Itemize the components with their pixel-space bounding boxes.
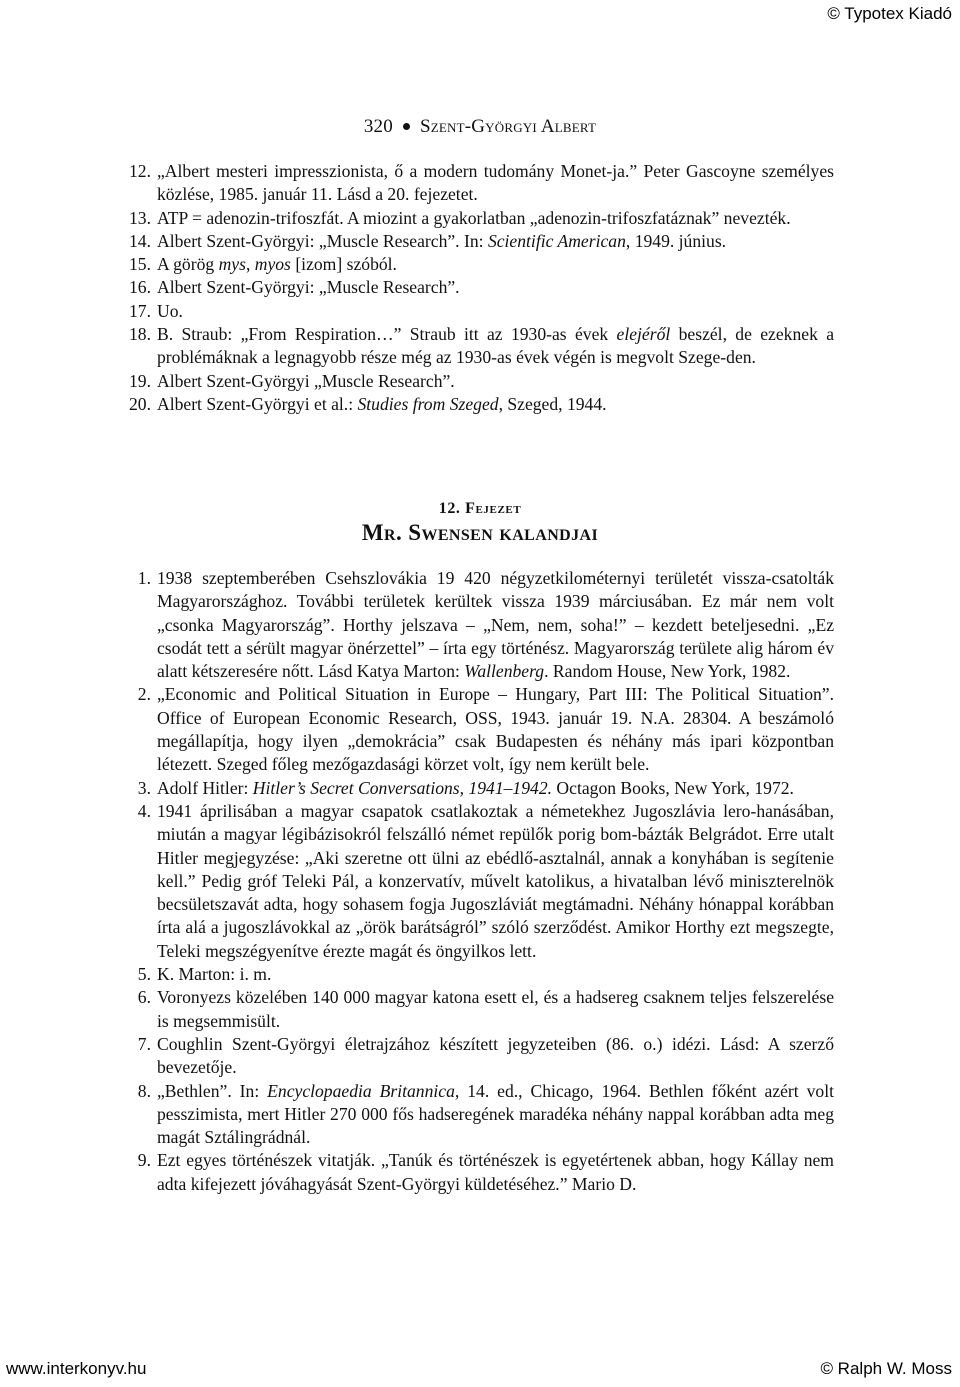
endnote: 18. B. Straub: „From Respiration…” Straub itt az 1930-as évek elejéről beszél, de ezeknek a problémáknak a legnagyobb része még az 1930-as évek végén is megvolt Szege-den. <box>0 323 960 370</box>
endnote-number: 17. <box>129 300 151 321</box>
endnotes-previous-chapter <box>0 160 960 416</box>
endnote: 2. „Economic and Political Situation in Europe – Hungary, Part III: The Political Situation”. Office of European Economic Research, OSS, 1943. január 19. N.A. 28304. A beszámoló megállapítja, hogy ilyen „demokrácia” csak Budapesten és néhány más ipari központban létezett. Szeged főleg mezőgazdasági körzet volt, így nem került bele. <box>0 683 960 776</box>
endnote: 1. 1938 szeptemberében Csehszlovákia 19 420 négyzetkilométernyi területét vissza-csatolták Magyarországhoz. További területek kerültek vissza 1939 márciusában. Ez már nem volt „csonka Magyarország”. Horthy jelszava – „Nem, nem, soha!” – kezdett beteljesedni. „Ez csodát tett a sérült magyar önérzettel” – írta egy történész. Magyarország területe alig három év alatt kétszeresére nőtt. Lásd Katya Marton: Wallenberg. Random House, New York, 1982. <box>0 567 960 683</box>
book-title: Studies from Szeged <box>357 393 499 414</box>
endnote: 14. Albert Szent-Györgyi: „Muscle Research”. In: Scientific American, 1949. június. <box>0 230 960 253</box>
endnote-number: 9. <box>137 1150 151 1171</box>
endnote-number: 18. <box>129 324 151 345</box>
endnote-number: 13. <box>129 207 151 228</box>
endnote-number: 7. <box>137 1033 151 1054</box>
endnotes-chapter-12 <box>0 567 960 1196</box>
endnote: 4. 1941 áprilisában a magyar csapatok csatlakoztak a németekhez Jugoszlávia lero-hanásában, miután a magyar légibázisokról felszálló német repülők porig bom-bázták Belgrádot. Erre utalt Hitler megjegyzése: „Aki szeretne ott ülni az ebédlő-asztalnál, annak a konyhában is segítenie kell.” Pedig gróf Teleki Pál, a konzervatív, művelt katolikus, a hivatalban lévő miniszterelnök becsületszavát adta, hogy sohasem fogja Jugoszláviát megtámadni. Néhány hónappal korábban írta alá a jugoszlávokkal az „örök barátságról” szóló szerződést. Amikor Horthy ezt megszegte, Teleki megszégyenítve érezte magát és öngyilkos lett. <box>0 800 960 963</box>
endnote-number: 3. <box>137 777 151 798</box>
endnote: 7. Coughlin Szent-Györgyi életrajzához készített jegyzeteiben (86. o.) idézi. Lásd: A szerző bevezetője. <box>0 1033 960 1080</box>
endnote-number: 6. <box>137 987 151 1008</box>
book-title: Encyclopaedia Britannica <box>267 1080 455 1101</box>
copyright-author: © Ralph W. Moss <box>820 1359 952 1378</box>
endnote-number: 19. <box>129 370 151 391</box>
endnote: 20. Albert Szent-Györgyi et al.: Studies from Szeged, Szeged, 1944. <box>0 393 960 416</box>
chapter-heading <box>0 500 960 546</box>
endnote-number: 5. <box>137 964 151 985</box>
running-title: Szent-Györgyi Albert <box>419 116 597 137</box>
endnote: 13. ATP = adenozin-trifoszfát. A miozint a gyakorlatban „adenozin-trifoszfatáznak” nevezték. <box>0 207 960 230</box>
endnote-number: 14. <box>129 230 151 251</box>
page-number: 320 <box>363 116 393 137</box>
page-header <box>0 116 960 138</box>
website-link[interactable]: www.interkonyv.hu <box>6 1359 147 1378</box>
endnote: 12. „Albert mesteri impresszionista, ő a modern tudomány Monet-ja.” Peter Gascoyne személyes közlése, 1985. január 11. Lásd a 20. fejezetet. <box>0 160 960 207</box>
endnote: 19. Albert Szent-Györgyi „Muscle Research”. <box>0 370 960 393</box>
endnote-number: 1. <box>137 568 151 588</box>
endnote: 8. „Bethlen”. In: Encyclopaedia Britannica, 14. ed., Chicago, 1964. Bethlen főként azért volt pesszimista, mert Hitler 270 000 fős hadseregének maradéka néhány nappal korábban adta meg magát Sztálingrádnál. <box>0 1080 960 1150</box>
endnote: 17. Uo. <box>0 300 960 323</box>
journal-title: Scientific American <box>487 230 626 251</box>
endnote-number: 8. <box>137 1080 151 1101</box>
endnote-number: 15. <box>129 254 151 275</box>
endnote: 5. K. Marton: i. m. <box>0 963 960 986</box>
bullet-separator-icon <box>403 123 410 130</box>
chapter-label: 12. Fejezet <box>438 500 522 517</box>
endnote: 6. Voronyezs közelében 140 000 magyar katona esett el, és a hadsereg csaknem teljes felszerelése is megsemmisült. <box>0 986 960 1033</box>
copyright-publisher: © Typotex Kiadó <box>827 4 952 23</box>
endnote-number: 20. <box>129 393 151 414</box>
endnote: 3. Adolf Hitler: Hitler’s Secret Conversations, 1941–1942. Octagon Books, New York, 1972. <box>0 777 960 800</box>
endnote-number: 2. <box>137 684 151 705</box>
endnote: 15. A görög mys, myos [izom] szóból. <box>0 253 960 276</box>
endnote-number: 12. <box>129 161 151 181</box>
endnote-number: 4. <box>137 800 151 821</box>
book-title: Wallenberg <box>464 661 545 682</box>
book-title: Hitler’s Secret Conversations, 1941–1942. <box>252 777 553 798</box>
endnote: 9. Ezt egyes történészek vitatják. „Tanúk és történészek is egyetértenek abban, hogy Kállay nem adta kifejezett jóváhagyását Szent-Györgyi küldetéséhez.” Mario D. <box>0 1149 960 1196</box>
chapter-title: Mr. Swensen kalandjai <box>361 520 599 545</box>
endnote: 16. Albert Szent-Györgyi: „Muscle Research”. <box>0 276 960 299</box>
endnote-number: 16. <box>129 277 151 298</box>
